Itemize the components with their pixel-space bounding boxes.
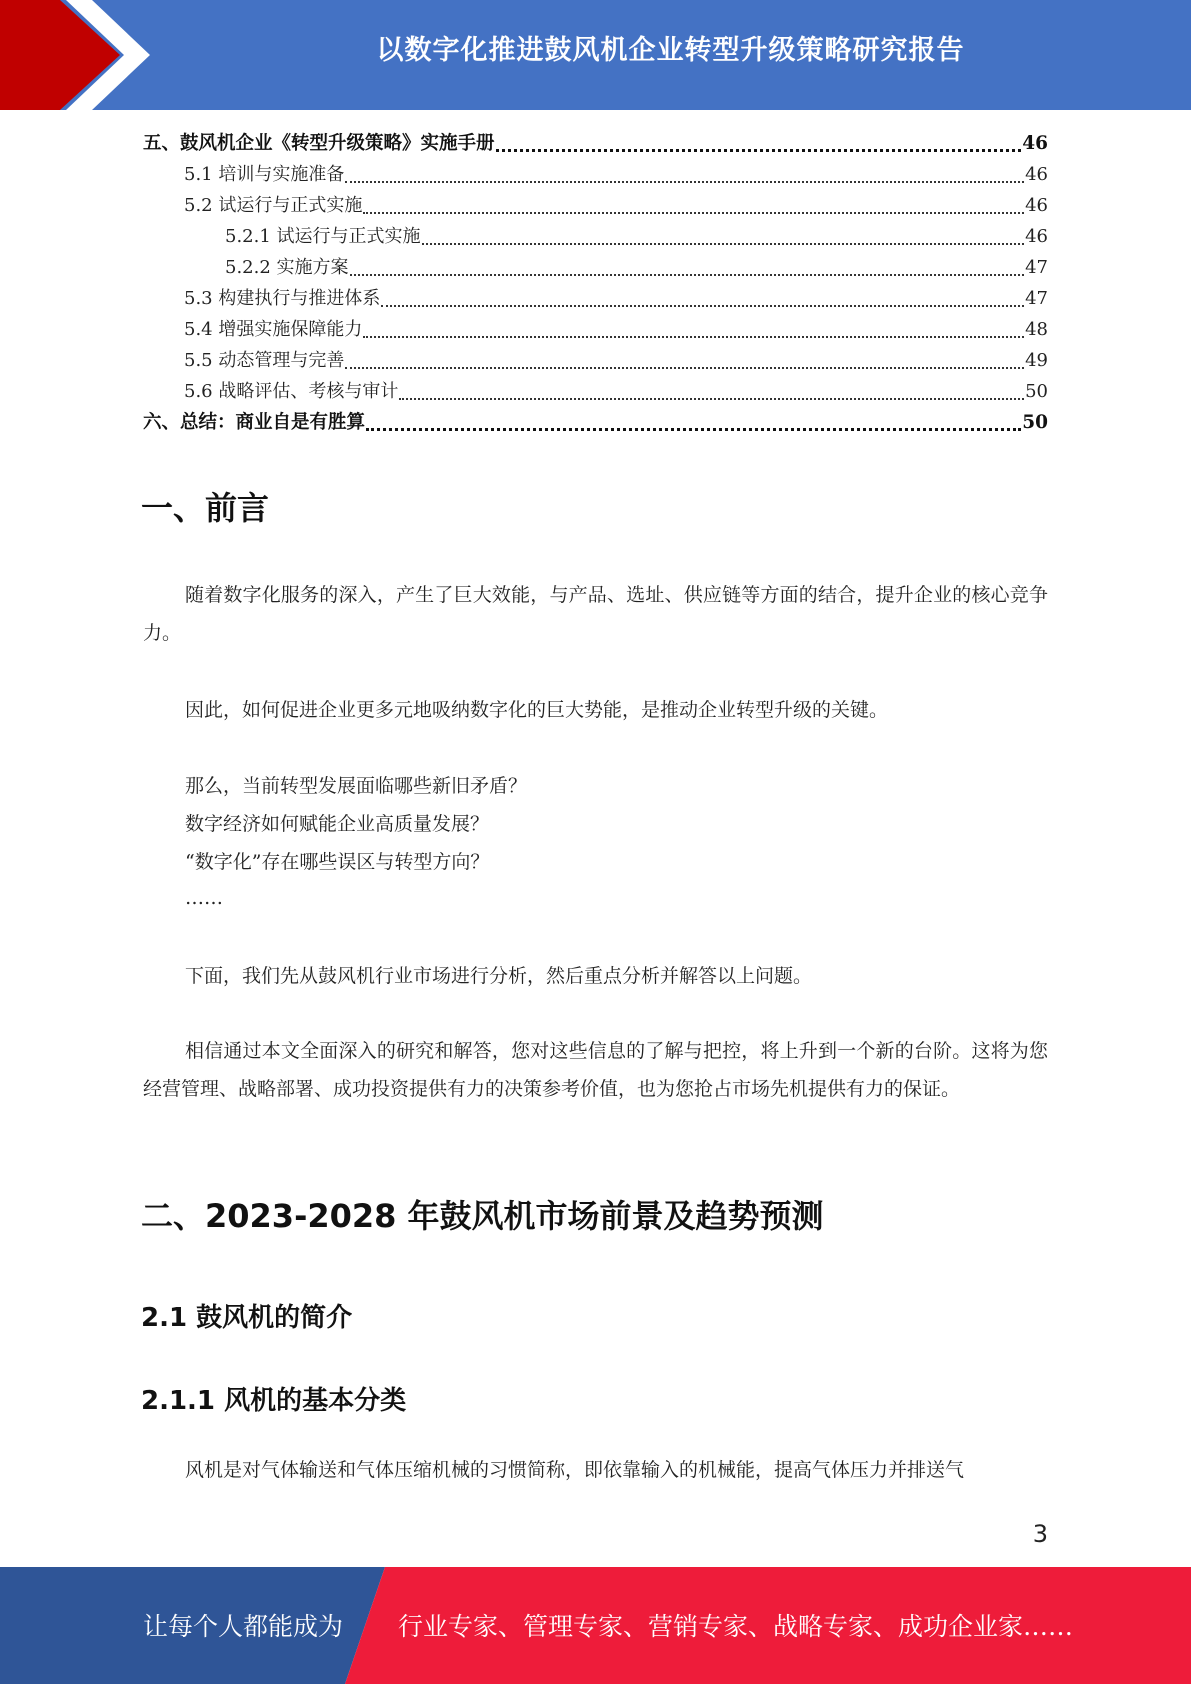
toc-entry-page: 46 (1025, 195, 1048, 216)
paragraph: 风机是对气体输送和气体压缩机械的习惯简称，即依靠输入的机械能，提高气体压力并排送气 (185, 1459, 965, 1481)
toc-entry-page: 48 (1025, 319, 1048, 340)
toc-leader-dots (381, 305, 1024, 307)
table-of-contents (143, 128, 1048, 438)
toc-leader-dots (422, 243, 1025, 245)
footer-banner (0, 1567, 1191, 1684)
toc-entry[interactable] (143, 190, 1048, 221)
toc-entry-page: 47 (1025, 288, 1048, 309)
toc-leader-dots (345, 181, 1024, 183)
section-heading-preface: 一、前言 (141, 489, 270, 527)
toc-leader-dots (366, 428, 1021, 431)
toc-leader-dots (345, 367, 1024, 369)
toc-entry[interactable] (143, 407, 1048, 438)
paragraph: 相信通过本文全面深入的研究和解答，您对这些信息的了解与把控，将上升到一个新的台阶。这将为您经营管理、战略部署、成功投资提供有力的决策参考价值，也为您抢占市场先机提供有力的保证。 (143, 1040, 1048, 1100)
toc-entry-label: 六、总结：商业自是有胜算 (143, 412, 366, 433)
toc-entry-page: 50 (1022, 412, 1048, 433)
toc-leader-dots (363, 336, 1024, 338)
toc-entry-label: 5.3 构建执行与推进体系 (184, 288, 381, 309)
toc-entry-label: 5.2.1 试运行与正式实施 (225, 226, 421, 247)
toc-entry-page: 46 (1025, 164, 1048, 185)
question-line: 数字经济如何赋能企业高质量发展？ (185, 813, 490, 835)
toc-entry-page: 46 (1022, 133, 1048, 154)
toc-leader-dots (350, 274, 1025, 276)
toc-entry-page: 46 (1025, 226, 1048, 247)
toc-entry-page: 47 (1025, 257, 1048, 278)
footer-slogan-right: 行业专家、管理专家、营销专家、战略专家、成功企业家…… (398, 1612, 1074, 1641)
question-line: “数字化”存在哪些误区与转型方向？ (185, 851, 490, 873)
toc-entry[interactable] (143, 128, 1048, 159)
toc-entry-label: 5.4 增强实施保障能力 (184, 319, 363, 340)
toc-entry-page: 50 (1025, 381, 1048, 402)
toc-entry[interactable] (143, 345, 1048, 376)
question-line: 那么，当前转型发展面临哪些新旧矛盾？ (185, 775, 528, 797)
toc-entry[interactable] (143, 252, 1048, 283)
header-banner (0, 0, 1191, 110)
subsection-heading: 2.1.1 风机的基本分类 (141, 1386, 407, 1416)
paragraph: 因此，如何促进企业更多元地吸纳数字化的巨大势能，是推动企业转型升级的关键。 (185, 699, 889, 721)
toc-leader-dots (363, 212, 1024, 214)
footer-slogan-left: 让每个人都能成为 (143, 1612, 344, 1641)
ellipsis-line: …… (185, 887, 223, 909)
toc-entry[interactable] (143, 283, 1048, 314)
toc-entry-label: 5.5 动态管理与完善 (184, 350, 345, 371)
paragraph: 随着数字化服务的深入，产生了巨大效能，与产品、选址、供应链等方面的结合，提升企业的核心竞争力。 (143, 584, 1048, 644)
toc-entry-page: 49 (1025, 350, 1048, 371)
toc-entry-label: 5.6 战略评估、考核与审计 (184, 381, 399, 402)
toc-entry-label: 五、鼓风机企业《转型升级策略》实施手册 (143, 133, 495, 154)
subsection-heading: 2.1 鼓风机的简介 (141, 1303, 353, 1333)
toc-entry[interactable] (143, 376, 1048, 407)
toc-entry[interactable] (143, 221, 1048, 252)
toc-entry[interactable] (143, 314, 1048, 345)
toc-leader-dots (496, 149, 1022, 152)
toc-entry-label: 5.2.2 实施方案 (225, 257, 349, 278)
page-number: 3 (1032, 1520, 1048, 1548)
paragraph: 下面，我们先从鼓风机行业市场进行分析，然后重点分析并解答以上问题。 (185, 965, 813, 987)
toc-entry-label: 5.2 试运行与正式实施 (184, 195, 363, 216)
section-heading-market-outlook: 二、2023-2028 年鼓风机市场前景及趋势预测 (141, 1197, 824, 1235)
toc-leader-dots (399, 398, 1024, 400)
report-title: 以数字化推进鼓风机企业转型升级策略研究报告 (376, 35, 965, 66)
toc-entry-label: 5.1 培训与实施准备 (184, 164, 345, 185)
toc-entry[interactable] (143, 159, 1048, 190)
